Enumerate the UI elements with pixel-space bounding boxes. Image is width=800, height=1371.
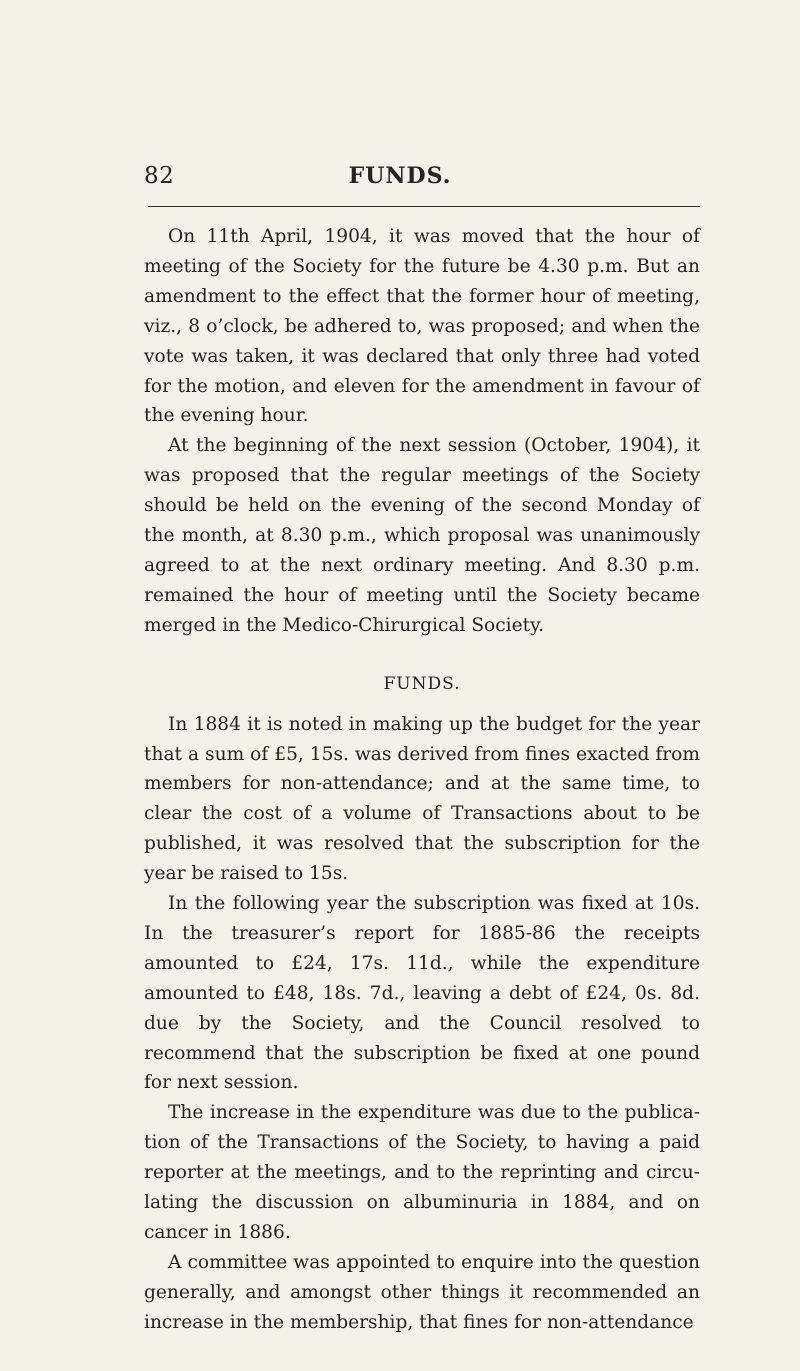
paragraph: At the beginning of the next session (October, 1904), it was proposed that the regular meetings of the Society should be held on the evening of the second Monday of the month, at 8.30 p.m., which proposal was unanimously agreed to at the next ordinary meeting. And 8.30 p.m. remained the hour of meeting until the Society became merged in the Medico-Chirurgical Society. xyxy=(144,435,700,636)
page-number: 82 xyxy=(144,163,175,189)
section-heading: FUNDS. xyxy=(383,673,461,694)
paragraph: In the following year the subscription was fixed at 10s. In the treasurer’s report for 1885-86 the receipts amounted to £24, 17s. 11d., while the expenditure amounted to £48, 18s. 7d., leaving a debt of £24, 0s. 8d. due by the Society, and the Council resolved to recommend that the subscription be fixed at one pound for next session. xyxy=(144,893,700,1094)
paragraph: In 1884 it is noted in making up the budget for the year that a sum of £5, 15s. was derived from fines exacted from members for non-attendance; and at the same time, to clear the cost of a volume of Transactions about to be published, it was resolved that the subscription for the year be raised to 15s. xyxy=(144,713,700,885)
page-header xyxy=(0,160,800,200)
body-text xyxy=(144,222,700,1338)
running-title: FUNDS. xyxy=(348,163,452,189)
paragraph: A committee was appointed to enquire into the question generally, and amongst other things it recommended an increase in the membership, that fines for non-attendance xyxy=(144,1251,700,1333)
paragraph: The increase in the expenditure was due to the publication of the Transactions of the Society, to having a paid reporter at the meetings, and to the reprinting and circulating the discussion on albuminuria in 1884, and on cancer in 1886. xyxy=(144,1102,700,1243)
header-rule xyxy=(148,206,700,207)
paragraph: On 11th April, 1904, it was moved that the hour of meeting of the Society for the future be 4.30 p.m. But an amendment to the effect that the former hour of meeting, viz., 8 o’clock, be adhered to, was proposed; and when the vote was taken, it was declared that only three had voted for the motion, and eleven for the amendment in favour of the evening hour. xyxy=(144,226,700,427)
